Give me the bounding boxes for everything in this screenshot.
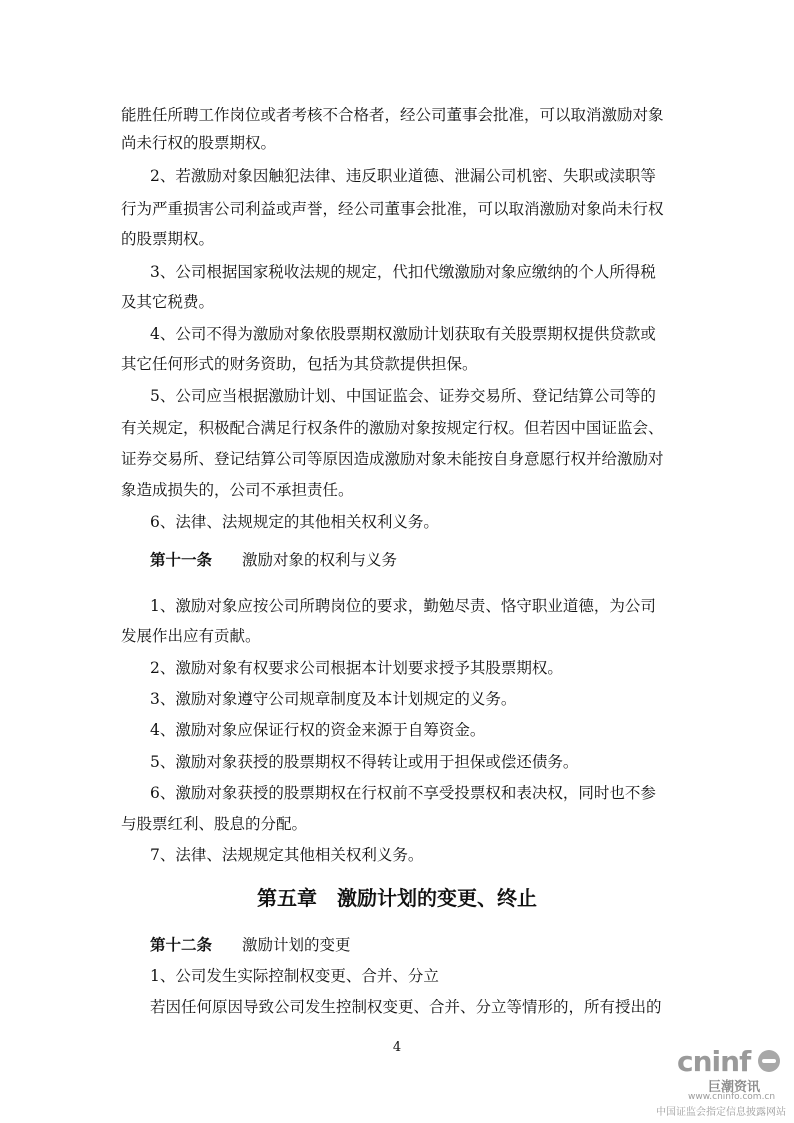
article-11-heading [150,550,397,570]
watermark-url: www.cninfo.com.cn [688,1092,776,1102]
cninfo-watermark [650,1045,790,1117]
cninfo-logo: cninf [677,1045,751,1078]
body-line: 5、激励对象获授的股票期权不得转让或用于担保或偿还债务。 [150,753,579,771]
body-line: 1、公司发生实际控制权变更、合并、分立 [150,967,439,985]
body-line: 4、激励对象应保证行权的资金来源于自筹资金。 [150,721,486,739]
body-line: 及其它税费。 [121,293,215,311]
article-12-heading [150,935,351,955]
body-line: 发展作出应有贡献。 [121,627,261,645]
body-line: 4、公司不得为激励对象依股票期权激励计划获取有关股票期权提供贷款或 [150,325,656,343]
chapter-title: 第五章 激励计划的变更、终止 [257,886,537,910]
body-line: 其它任何形式的财务资助，包括为其贷款提供担保。 [121,355,478,373]
page-number: 4 [392,1040,402,1055]
body-line: 3、公司根据国家税收法规的规定，代扣代缴激励对象应缴纳的个人所得税 [150,263,656,281]
body-line: 2、若激励对象因触犯法律、违反职业道德、泄漏公司机密、失职或渎职等 [150,167,656,185]
watermark-cn-name: 巨潮资讯 [708,1080,761,1095]
body-line: 7、法律、法规规定其他相关权利义务。 [150,846,424,864]
body-line: 2、激励对象有权要求公司根据本计划要求授予其股票期权。 [150,659,563,677]
body-line: 行为严重损害公司利益或声誉，经公司董事会批准，可以取消激励对象尚未行权 [121,200,664,218]
body-line: 有关规定，积极配合满足行权条件的激励对象按规定行权。但若因中国证监会、 [121,419,664,437]
article-number: 第十一条 [150,551,213,569]
body-line: 6、激励对象获授的股票期权在行权前不享受投票权和表决权，同时也不参 [150,784,656,802]
body-line: 证券交易所、登记结算公司等原因造成激励对象未能按自身意愿行权并给激励对 [121,450,664,468]
article-number: 第十二条 [150,936,213,954]
article-title: 激励计划的变更 [242,936,351,954]
body-line: 3、激励对象遵守公司规章制度及本计划规定的义务。 [150,690,517,708]
body-line: 能胜任所聘工作岗位或者考核不合格者，经公司董事会批准，可以取消激励对象 [121,106,664,124]
cninfo-logo-icon [758,1050,780,1072]
article-title: 激励对象的权利与义务 [242,551,398,569]
body-line: 尚未行权的股票期权。 [121,134,277,152]
body-line: 5、公司应当根据激励计划、中国证监会、证券交易所、登记结算公司等的 [150,387,656,405]
body-line: 6、法律、法规规定的其他相关权利义务。 [150,513,439,531]
body-line: 的股票期权。 [121,230,215,248]
body-line: 与股票红利、股息的分配。 [121,815,308,833]
body-line: 若因任何原因导致公司发生控制权变更、合并、分立等情形的，所有授出的 [150,998,662,1016]
body-line: 象造成损失的，公司不承担责任。 [121,481,354,499]
watermark-tagline: 中国证监会指定信息披露网站 [656,1107,786,1118]
body-line: 1、激励对象应按公司所聘岗位的要求，勤勉尽责、恪守职业道德，为公司 [150,597,656,615]
